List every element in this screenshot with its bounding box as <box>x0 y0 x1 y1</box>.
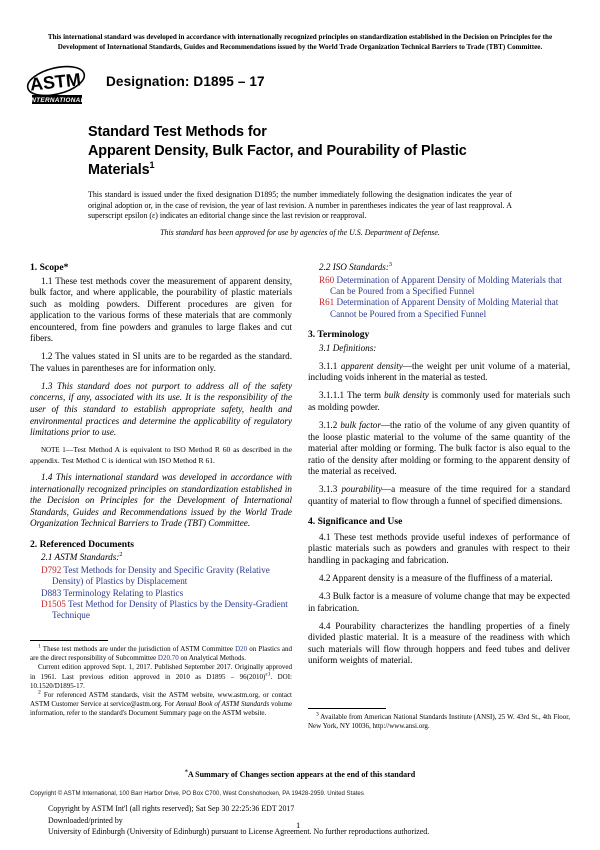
subheading-astm-standards-text: 2.1 ASTM Standards: <box>41 552 120 563</box>
title-footnote-marker: 1 <box>149 160 155 171</box>
paragraph-4-2: 4.2 Apparent density is a measure of the fluffiness of a material. <box>319 572 553 583</box>
footnote-edition-text: Current edition approved Sept. 1, 2017. Published September 2017. Originally approved in 1961. Last previous edition approved in 2010 as D1895 – 96(2010) <box>30 663 292 681</box>
clause-number: 3.1.2 <box>319 419 338 430</box>
clause-number: 3.1.3 <box>319 484 338 495</box>
paragraph-3-1-2 <box>308 420 570 478</box>
paragraph-1-3: 1.3 This standard does not purport to address all of the safety concerns, if any, associated with its use. It is the responsibility of the user of this standard to establish appropriate safety, health and environmental practices and determine the applicability of regulatory limitations prior to use. <box>30 380 292 438</box>
footnote-text: Available from American National Standards Institute (ANSI), 25 W. 43rd St., 4th Floor, New York, NY 10036, http://www.ansi.org. <box>308 713 571 731</box>
defined-term: bulk density <box>384 390 429 401</box>
footnote-1 <box>30 645 292 663</box>
reference-title[interactable]: Determination of Apparent Density of Molding Material that Cannot be Poured from a Specified Funnel <box>330 297 559 319</box>
tbt-note-line-2: Development of International Standards, Guides and Recommendations issued by the World Trade Organization Technical Barriers to Trade (TBT) Committee. <box>57 43 543 52</box>
subcommittee-link[interactable]: D20.70 <box>157 654 179 663</box>
paragraph-4-1: 4.1 These test methods provide useful indexes of performance of plastic materials such as powders and granules with respect to their handling in packaging and fabrication. <box>308 531 570 565</box>
paragraph-3-1-1-1 <box>308 390 570 413</box>
note-1-text: —Test Method A is equivalent to ISO Method R 60 as described in the appendix. Test Method C is identical with ISO Method R 61. <box>30 444 292 465</box>
license-line-2: Downloaded/printed by <box>48 815 123 825</box>
svg-text:INTERNATIONAL: INTERNATIONAL <box>29 97 85 104</box>
committee-link[interactable]: D20 <box>235 645 248 653</box>
subheading-astm-standards <box>30 552 292 564</box>
reference-title[interactable]: Terminology Relating to Plastics <box>63 587 184 598</box>
clause-text: is commonly used for materials such as molding powder. <box>308 390 571 412</box>
subheading-definitions: 3.1 Definitions: <box>319 342 377 353</box>
right-footnotes <box>308 708 570 731</box>
left-column <box>30 262 292 622</box>
list-item[interactable] <box>30 599 292 622</box>
title-line-1: Standard Test Methods for <box>88 124 267 140</box>
summary-of-changes-note <box>0 770 600 779</box>
defined-term: pourability <box>341 484 382 495</box>
astm-standards-list <box>30 565 292 622</box>
paragraph-4-4: 4.4 Pourability characterizes the handling properties of a finely divided plastic material. It is a measure of the readiness with which such materials will flow through hoppers and feed tubes and deliver uniform weights of material. <box>308 620 570 666</box>
footnote-text: on Plastics and are the direct responsibility of Subcommittee <box>30 645 293 663</box>
left-footnotes <box>30 640 292 719</box>
paragraph-1-2: 1.2 The values stated in SI units are to be regarded as the standard. The values in parentheses are for information only. <box>30 351 292 373</box>
svg-text:ASTM: ASTM <box>28 69 82 95</box>
page-title <box>88 123 512 181</box>
clause-text: —the ratio of the volume of any given quantity of the loose plastic material to the volume of the same quantity of the material after molding or forming. The bulk factor is also equal to the ratio of the density after molding or forming to the apparent density of the material as received. <box>308 419 571 477</box>
footnote-text: These test methods are under the jurisdiction of ASTM Committee <box>42 645 236 653</box>
list-item[interactable] <box>30 588 292 599</box>
license-line-3: University of Edinburgh (University of Edinburgh) pursuant to License Agreement. No further reproductions authorized. <box>48 827 430 837</box>
subheading-iso-standards-text: 2.2 ISO Standards: <box>319 262 389 272</box>
astm-logo-icon <box>22 62 94 108</box>
clause-text: —the weight per unit volume of a material, including voids inherent in the material as tested. <box>308 360 570 383</box>
right-column <box>308 262 570 667</box>
paragraph-4-3: 4.3 Bulk factor is a measure of volume change that may be expected in fabrication. <box>308 591 570 613</box>
footnote-marker: 3 <box>316 711 319 718</box>
reference-id[interactable]: R60 <box>319 274 335 285</box>
subheading-iso-standards-footnote: 3 <box>388 260 392 268</box>
footnote-text: on Analytical Methods. <box>178 654 247 663</box>
tbt-note-line-1: This international standard was developed in accordance with internationally recognized principles on standardization established in the Decision on Principles for the <box>47 33 553 41</box>
heading-referenced-documents: 2. Referenced Documents <box>30 538 134 550</box>
clause-text: —a measure of the time required for a standard quantity of material to flow through a funnel of specified dimensions. <box>308 484 571 506</box>
reference-title[interactable]: Determination of Apparent Density of Molding Materials that Can be Poured from a Specified Funnel <box>330 274 562 296</box>
note-1-label: NOTE 1 <box>41 445 66 454</box>
paragraph-1-1: 1.1 These test methods cover the measurement of apparent density, bulk factor, and where applicable, the pourability of plastic materials such as molding powders. Different procedures are given for application to the various forms of these materials that are commonly encountered, from fine powders and granules to large flakes and cut fibers. <box>30 275 292 344</box>
defined-term: apparent density <box>340 360 403 371</box>
defined-term: bulk factor <box>340 419 381 430</box>
footnote-2 <box>30 691 292 719</box>
reference-title[interactable]: Test Methods for Density and Specific Gravity (Relative Density) of Plastics by Displacement <box>52 564 270 587</box>
heading-scope: 1. Scope* <box>30 262 69 273</box>
reference-id[interactable]: R61 <box>319 297 335 308</box>
subheading-iso-standards <box>308 262 570 274</box>
summary-marker: * <box>184 769 188 776</box>
iso-standards-list <box>308 275 570 321</box>
footnote-text: volume information, refer to the standard's Document Summary page on the ASTM website. <box>30 700 292 718</box>
footnote-rule <box>30 640 108 641</box>
footnote-doi: . DOI: 10.1520/D1895-17. <box>30 672 292 690</box>
paragraph-1-4: 1.4 This international standard was developed in accordance with internationally recognized principles on standardization established in the Decision on Principles for the Development of International Standards, Guides and Recommendations issued by the World Trade Organization Technical Barriers to Trade (TBT) Committee. <box>30 471 292 529</box>
reference-id[interactable]: D1505 <box>41 599 66 610</box>
list-item[interactable] <box>308 275 570 298</box>
license-line-1: Copyright by ASTM Int'l (all rights reserved); Sat Sep 30 22:25:36 EDT 2017 <box>48 804 295 813</box>
issued-under-statement: This standard is issued under the fixed designation D1895; the number immediately following the designation indicates the year of original adoption or, in the case of revision, the year of last revision. A number in parentheses indicates the year of last reapproval. A superscript epsilon (ε) indicates an editorial change since the last revision or reapproval. <box>88 190 512 221</box>
subheading-astm-standards-footnote: 2 <box>119 551 123 559</box>
clause-number: 3.1.1.1 <box>319 390 345 401</box>
footnote-1-edition <box>30 663 292 691</box>
footnote-marker: 1 <box>38 643 41 650</box>
tbt-header-note <box>30 32 570 53</box>
paragraph-3-1-1 <box>308 361 570 384</box>
list-item[interactable] <box>30 565 292 588</box>
list-item[interactable] <box>308 297 570 320</box>
title-line-2: Apparent Density, Bulk Factor, and Pourability of Plastic <box>88 143 467 160</box>
note-1 <box>30 445 292 466</box>
designation-label: Designation: D1895 – 17 <box>106 74 265 89</box>
paragraph-3-1-3 <box>308 484 570 507</box>
title-line-3: Materials <box>88 162 150 179</box>
footnote-3 <box>308 713 570 731</box>
heading-significance-and-use: 4. Significance and Use <box>308 516 403 528</box>
heading-terminology: 3. Terminology <box>308 329 370 341</box>
summary-text: A Summary of Changes section appears at the end of this standard <box>187 770 416 779</box>
copyright-strip: Copyright © ASTM International, 100 Barr Harbor Drive, PO Box C700, West Conshohocken, PA 19428-2959. United States <box>30 790 364 797</box>
footnote-text: For referenced ASTM standards, visit the ASTM website, www.astm.org, or contact ASTM Customer Service at service@astm.org. For <box>30 691 292 709</box>
reference-id[interactable]: D792 <box>41 564 62 575</box>
footnote-rule <box>308 708 386 709</box>
footnote-marker: 2 <box>38 689 41 696</box>
clause-prefix: The term <box>347 390 382 401</box>
page-number: 1 <box>296 820 301 830</box>
reference-title[interactable]: Test Method for Density of Plastics by the Density-Gradient Technique <box>52 599 288 621</box>
clause-number: 3.1.1 <box>319 360 338 371</box>
footnote-italic: Annual Book of ASTM Standards <box>175 700 270 709</box>
reference-id[interactable]: D883 <box>41 587 62 598</box>
footnote-epsilon: ε1 <box>265 671 271 678</box>
dod-approval-statement: This standard has been approved for use by agencies of the U.S. Department of Defense. <box>160 228 440 237</box>
logo-designation-row <box>22 62 562 110</box>
